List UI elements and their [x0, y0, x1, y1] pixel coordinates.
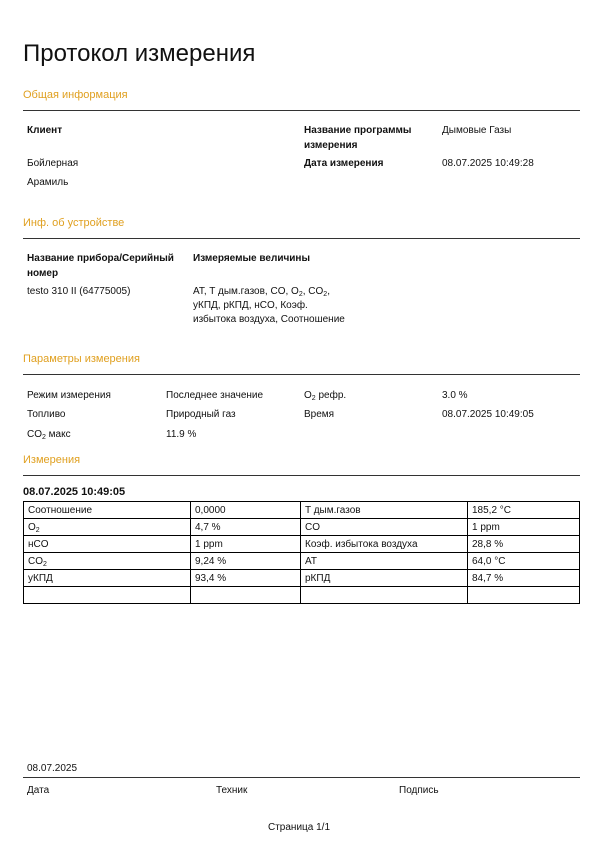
measurement-date-label: Дата измерения	[304, 158, 384, 169]
measurements-table	[23, 501, 580, 604]
client-value-line1: Бойлерная	[27, 158, 79, 169]
co2-max-label: $CO_2$ макс	[27, 429, 71, 441]
program-label-line1: Название программы	[304, 125, 412, 136]
row-value-right: 84,7 %	[468, 570, 580, 587]
measured-quantities-line2: уКПД, рКПД, нCO, Коэф.	[193, 300, 308, 311]
table-row	[24, 502, 580, 519]
row-label-left: $CO_2$	[24, 553, 191, 570]
footer-date-value: 08.07.2025	[27, 763, 78, 774]
measured-quantities-line3: избытока воздуха, Соотношение	[193, 314, 345, 325]
fuel-label: Топливо	[27, 409, 66, 420]
section-device-heading: Инф. об устройстве	[23, 217, 125, 229]
program-label-line2: измерения	[304, 140, 358, 151]
footer-signature-line	[23, 777, 580, 778]
row-label-right: AT	[301, 553, 468, 570]
measured-quantities-label: Измеряемые величины	[193, 253, 310, 264]
table-row	[24, 553, 580, 570]
row-label-right: Коэф. избытока воздуха	[301, 536, 468, 553]
mode-label: Режим измерения	[27, 390, 111, 401]
footer-date-label: Дата	[27, 785, 50, 796]
row-value-left	[191, 587, 301, 604]
row-value-right	[468, 587, 580, 604]
section-params-heading: Параметры измерения	[23, 353, 140, 365]
row-label-left	[24, 587, 191, 604]
row-label-left: уКПД	[24, 570, 191, 587]
page-number: Страница 1/1	[268, 822, 331, 833]
device-name-value: testo 310 II (64775005)	[27, 286, 131, 297]
o2-ref-value: 3.0 %	[442, 390, 468, 401]
row-label-right: CO	[301, 519, 468, 536]
footer-signature-label: Подпись	[399, 785, 439, 796]
client-label: Клиент	[27, 125, 63, 136]
row-value-left: 0,0000	[191, 502, 301, 519]
row-label-left: Соотношение	[24, 502, 191, 519]
table-row	[24, 536, 580, 553]
section-device-divider	[23, 238, 580, 239]
row-value-left: 4,7 %	[191, 519, 301, 536]
row-value-left: 1 ppm	[191, 536, 301, 553]
fuel-value: Природный газ	[166, 409, 236, 420]
section-general-heading: Общая информация	[23, 89, 128, 101]
time-value: 08.07.2025 10:49:05	[442, 409, 534, 420]
measurement-timestamp: 08.07.2025 10:49:05	[23, 486, 126, 498]
mode-value: Последнее значение	[166, 390, 264, 401]
footer-technician-label: Техник	[216, 785, 248, 796]
measurement-date-value: 08.07.2025 10:49:28	[442, 158, 534, 169]
row-label-right: рКПД	[301, 570, 468, 587]
row-label-left: $O_2$	[24, 519, 191, 536]
row-value-right: 185,2 °C	[468, 502, 580, 519]
o2-ref-label: $O_2$ рефр.	[304, 390, 347, 402]
row-value-right: 1 ppm	[468, 519, 580, 536]
program-value: Дымовые Газы	[442, 125, 512, 136]
section-measurements-divider	[23, 475, 580, 476]
row-label-right: T дым.газов	[301, 502, 468, 519]
row-value-left: 93,4 %	[191, 570, 301, 587]
device-name-label-line2: номер	[27, 268, 59, 279]
section-measurements-heading: Измерения	[23, 454, 81, 466]
row-value-right: 64,0 °C	[468, 553, 580, 570]
section-params-divider	[23, 374, 580, 375]
page-title: Протокол измерения	[23, 40, 256, 67]
table-row	[24, 587, 580, 604]
client-value-line2: Арамиль	[27, 177, 69, 188]
time-label: Время	[304, 409, 335, 420]
table-row	[24, 519, 580, 536]
device-name-label-line1: Название прибора/Серийный	[27, 253, 174, 264]
table-row	[24, 570, 580, 587]
row-value-left: 9,24 %	[191, 553, 301, 570]
row-label-left: нCO	[24, 536, 191, 553]
section-general-divider	[23, 110, 580, 111]
co2-max-value: 11.9 %	[166, 429, 197, 440]
row-value-right: 28,8 %	[468, 536, 580, 553]
row-label-right	[301, 587, 468, 604]
measured-quantities-line1: AT, T дым.газов, CO, $O_2$, $CO_2$,	[193, 286, 330, 298]
